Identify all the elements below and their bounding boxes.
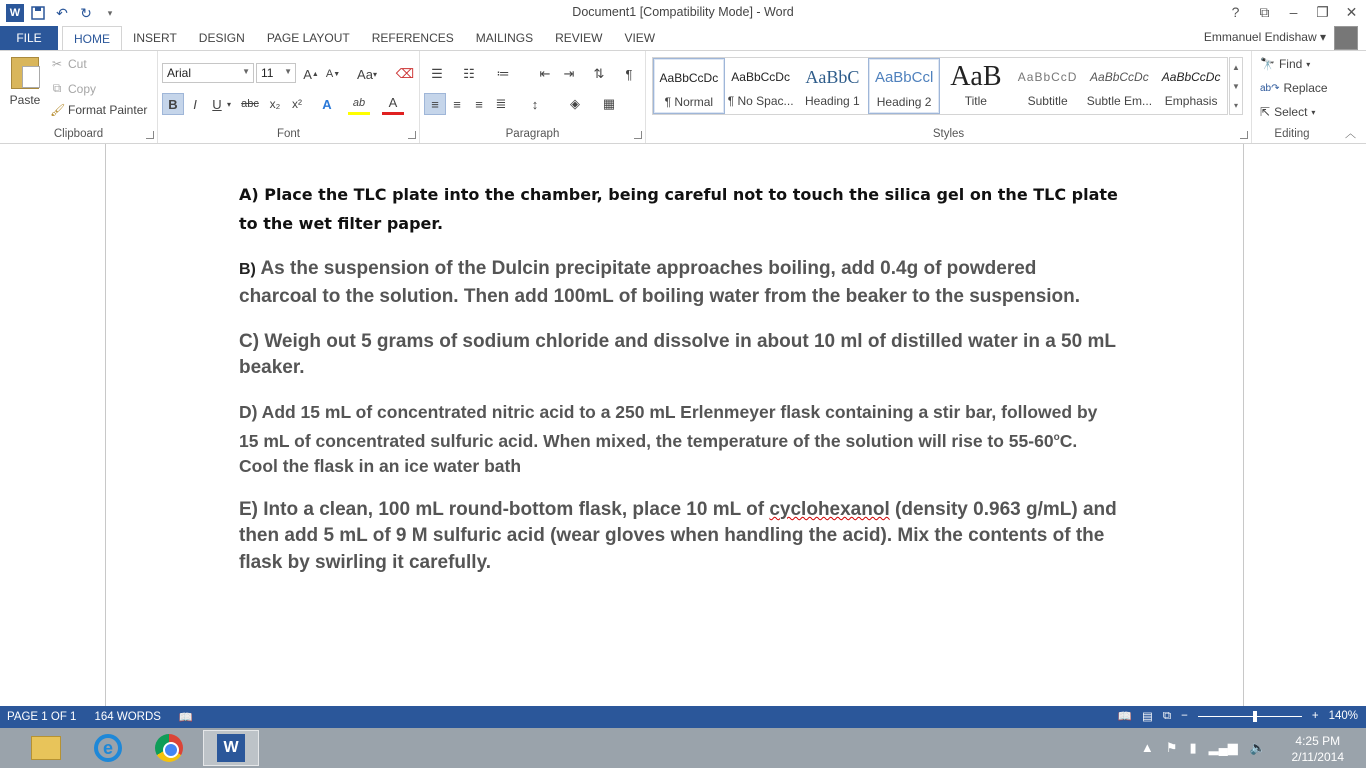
style-name: ¶ Normal — [664, 95, 714, 109]
close-icon[interactable]: ✕ — [1345, 3, 1358, 20]
style-sample: AaB — [950, 64, 1002, 90]
user-name[interactable]: Emmanuel Endishaw ▾ — [1203, 30, 1326, 44]
scissors-icon: ✂ — [51, 57, 63, 71]
style-emphasis[interactable] — [1155, 58, 1227, 114]
style-no-spacing[interactable] — [725, 58, 797, 114]
clear-formatting-icon[interactable]: ⌫ — [395, 66, 415, 81]
zoom-slider[interactable] — [1198, 716, 1302, 717]
style-normal[interactable] — [653, 58, 725, 114]
style-sample: AaBbCcDc — [1161, 70, 1221, 84]
paragraph-d[interactable] — [239, 400, 1119, 479]
style-name: Heading 1 — [805, 94, 860, 108]
style-sample: AaBbCcD — [1017, 70, 1078, 84]
paragraph-d-text: D) Add 15 mL of concentrated nitric acid to a 250 mL Erlenmeyer flask containing a stir bar, followed by 15 mL of concentrated sulfuric acid. When mixed, the temperature of the solution will rise to 55-60 — [239, 402, 1098, 451]
change-case-icon: Aa — [357, 66, 373, 82]
style-name: Subtle Em... — [1086, 94, 1153, 108]
paragraph-c[interactable]: C) Weigh out 5 grams of sodium chloride and dissolve in about 10 ml of distilled water in a 50 mL beaker. — [239, 331, 1116, 378]
clock[interactable] — [1292, 733, 1345, 765]
battery-icon[interactable]: ▮ — [1189, 740, 1197, 755]
font-color-button[interactable]: A — [382, 93, 404, 115]
page-left-edge — [105, 144, 106, 706]
find-button[interactable] — [1260, 57, 1310, 71]
align-left-icon[interactable]: ≡ — [424, 93, 446, 115]
user-name-label: Emmanuel Endishaw — [1203, 30, 1317, 44]
paste-button[interactable] — [6, 57, 44, 121]
web-layout-icon[interactable]: ⧉ — [1162, 709, 1172, 722]
tab-page-layout[interactable]: PAGE LAYOUT — [266, 31, 350, 45]
style-subtle-emphasis[interactable] — [1084, 58, 1156, 114]
style-heading-1[interactable] — [797, 58, 869, 114]
tab-review[interactable]: REVIEW — [555, 31, 603, 45]
bullets-icon[interactable]: ☰ — [431, 66, 443, 81]
cut-label: Cut — [68, 57, 87, 71]
decrease-indent-icon[interactable]: ⇤ — [539, 66, 551, 81]
network-icon[interactable]: ▂▄▆ — [1208, 740, 1238, 755]
proofing-icon[interactable]: 📖 — [178, 712, 194, 724]
replace-icon: ab↷ — [1260, 82, 1280, 94]
avatar[interactable] — [1334, 26, 1358, 50]
tab-home[interactable]: HOME — [62, 26, 122, 51]
numbering-icon[interactable]: ☷ — [463, 66, 475, 81]
font-size-select[interactable] — [256, 63, 296, 83]
internet-explorer-icon: e — [94, 734, 122, 762]
style-heading-2[interactable] — [868, 58, 940, 114]
paragraph-e-text-end: (density 0.963 g/mL) and then add 5 mL of 9 M sulfuric acid (wear gloves when handling the acid). Mix the contents of the flask by swirling it carefully. — [239, 498, 1117, 573]
justify-icon[interactable]: ≣ — [495, 96, 507, 111]
format-painter-button[interactable] — [50, 103, 147, 117]
tab-file[interactable]: FILE — [0, 26, 58, 50]
underline-dropdown-icon[interactable]: ▾ — [226, 99, 231, 109]
taskbar-chrome[interactable] — [141, 730, 197, 766]
taskbar — [0, 728, 1366, 768]
style-name: ¶ No Spac... — [727, 94, 794, 108]
style-sample: AaBbCcl — [874, 69, 934, 86]
align-right-icon[interactable]: ≡ — [475, 96, 483, 112]
paragraph-e-text: E) Into a clean, 100 mL round-bottom flask, place 10 mL of — [239, 498, 770, 520]
align-center-icon[interactable]: ≡ — [453, 96, 461, 112]
subscript-button[interactable]: x₂ — [269, 97, 281, 111]
show-formatting-icon[interactable]: ¶ — [625, 66, 633, 82]
copy-icon: ⧉ — [52, 81, 62, 95]
styles-scroll — [1229, 57, 1243, 115]
status-bar — [0, 706, 1366, 728]
collapse-ribbon-icon[interactable]: ︿ — [1345, 128, 1356, 140]
print-layout-icon[interactable]: ▤ — [1142, 711, 1153, 723]
styles-launcher-icon[interactable] — [1240, 131, 1248, 139]
binoculars-icon: 🔭 — [1260, 57, 1275, 71]
shading-icon[interactable]: ◈ — [570, 96, 580, 111]
restore-icon[interactable]: ❐ — [1316, 3, 1329, 20]
taskbar-word[interactable] — [203, 730, 259, 766]
editing-label: Editing — [1274, 128, 1310, 140]
paragraph-e[interactable] — [239, 497, 1119, 577]
replace-button[interactable] — [1260, 81, 1328, 95]
underline-button[interactable]: U — [212, 96, 222, 112]
read-mode-icon[interactable]: 📖 — [1117, 711, 1133, 723]
help-icon[interactable]: ? — [1231, 4, 1240, 20]
tab-design[interactable]: DESIGN — [198, 31, 245, 45]
paragraph-a[interactable]: A) Place the TLC plate into the chamber, being careful not to touch the silica gel on the TLC plate to the wet filter paper. — [239, 185, 1118, 233]
tab-insert[interactable]: INSERT — [133, 31, 177, 45]
shrink-font-icon: A — [325, 68, 334, 80]
style-sample: AaBbCcDc — [1090, 70, 1149, 84]
chevron-down-icon: ▾ — [1311, 107, 1316, 117]
style-sample: AaBbCcDc — [659, 71, 719, 85]
word-icon: W — [217, 734, 245, 762]
borders-icon[interactable]: ▦ — [602, 96, 616, 111]
action-center-flag-icon[interactable]: ⚑ — [1165, 740, 1178, 755]
format-painter-label: Format Painter — [68, 103, 148, 117]
paste-icon — [11, 57, 39, 89]
taskbar-file-explorer[interactable] — [18, 730, 74, 766]
paragraph-b-lead: B) — [239, 261, 256, 278]
chevron-up-icon[interactable]: ▲ — [1232, 63, 1240, 72]
styles-gallery — [652, 57, 1228, 115]
style-sample: AaBbCcDc — [731, 70, 790, 84]
show-hidden-icons-icon[interactable]: ▲ — [1140, 740, 1154, 755]
window-title: Document1 [Compatibility Mode] - Word — [572, 5, 794, 19]
style-subtitle[interactable] — [1012, 58, 1084, 114]
shrink-font-button[interactable]: A ▼ — [325, 68, 341, 80]
font-family-select[interactable] — [162, 63, 254, 83]
font-group — [158, 51, 420, 143]
system-tray — [1141, 740, 1266, 756]
paragraph-d-degree: o — [1053, 432, 1060, 443]
customize-qat-icon[interactable]: ▾ — [107, 7, 113, 18]
word-app-icon[interactable]: W — [6, 4, 24, 22]
title-bar — [0, 0, 1366, 26]
ribbon-display-options-icon[interactable]: ⧉ — [1259, 3, 1270, 20]
find-label: Find — [1278, 57, 1303, 71]
paste-label: Paste — [9, 93, 41, 107]
text-effects-button[interactable]: A — [322, 96, 332, 112]
zoom-slider-thumb[interactable] — [1253, 711, 1257, 722]
strikethrough-button[interactable]: abc — [241, 98, 259, 110]
select-label: Select — [1274, 105, 1308, 119]
ribbon-tab-row — [0, 26, 1366, 50]
replace-label: Replace — [1283, 81, 1328, 95]
style-sample: AaBbC — [805, 67, 860, 87]
copy-label: Copy — [68, 81, 97, 96]
zoom-in-icon[interactable]: + — [1311, 710, 1319, 722]
font-label: Font — [276, 128, 300, 140]
increase-indent-icon[interactable]: ⇥ — [563, 66, 575, 81]
font-family-value: Arial — [167, 66, 192, 80]
more-styles-icon[interactable]: ▾ — [1233, 101, 1238, 110]
select-button[interactable] — [1260, 105, 1315, 119]
style-name: Heading 2 — [876, 95, 932, 109]
cursor-icon: ⇱ — [1260, 105, 1271, 119]
paintbrush-icon: 🖌 — [50, 103, 66, 117]
highlight-button[interactable]: ab — [348, 93, 370, 115]
paragraph-group — [420, 51, 646, 143]
superscript-button[interactable]: x² — [292, 97, 302, 111]
styles-label: Styles — [932, 128, 965, 140]
change-case-button[interactable]: Aa ▾ — [357, 66, 377, 82]
tab-view[interactable]: VIEW — [624, 31, 656, 45]
chevron-down-icon[interactable]: ▼ — [1232, 82, 1240, 91]
page-right-edge — [1243, 144, 1244, 706]
minimize-icon[interactable]: – — [1289, 4, 1298, 20]
multilevel-list-icon[interactable]: ≔ — [496, 66, 510, 81]
document-area — [0, 144, 1366, 706]
tab-mailings[interactable]: MAILINGS — [475, 31, 534, 45]
copy-button[interactable] — [50, 81, 96, 96]
paragraph-launcher-icon[interactable] — [634, 131, 642, 139]
document-body[interactable] — [239, 180, 1119, 576]
clock-time: 4:25 PM — [1295, 734, 1341, 748]
paragraph-label: Paragraph — [505, 128, 560, 140]
style-title[interactable] — [940, 58, 1012, 114]
font-size-value: 11 — [261, 66, 274, 80]
volume-icon[interactable]: 🔈 — [1249, 740, 1266, 755]
style-name: Title — [964, 94, 987, 108]
clipboard-launcher-icon[interactable] — [146, 131, 154, 139]
page-count[interactable]: PAGE 1 OF 1 — [7, 711, 77, 723]
zoom-out-icon[interactable]: − — [1181, 710, 1188, 722]
grow-font-button[interactable]: A ▲ — [303, 66, 319, 82]
chevron-down-icon: ▼ — [242, 67, 250, 76]
word-count[interactable]: 164 WORDS — [94, 711, 161, 723]
window-controls — [1221, 0, 1366, 24]
clipboard-label: Clipboard — [53, 128, 104, 140]
paragraph-b-text: As the suspension of the Dulcin precipitate approaches boiling, add 0.4g of powdered charcoal to the solution. Then add 100mL of boiling water from the beaker to the suspension. — [239, 258, 1081, 307]
taskbar-internet-explorer[interactable] — [80, 730, 136, 766]
paragraph-d-text-end: C. Cool the flask in an ice water bath — [239, 430, 1078, 476]
italic-button[interactable]: I — [193, 96, 197, 112]
undo-icon[interactable]: ↶ — [56, 4, 68, 21]
cut-button[interactable] — [50, 57, 87, 71]
bold-button[interactable]: B — [162, 93, 184, 115]
redo-icon[interactable]: ↻ — [80, 4, 92, 21]
style-name: Emphasis — [1164, 94, 1218, 108]
chevron-down-icon: ▾ — [1306, 59, 1311, 69]
spelling-error-word[interactable]: cyclohexanol — [769, 498, 890, 520]
paragraph-b[interactable] — [239, 255, 1119, 310]
tab-references[interactable]: REFERENCES — [371, 31, 454, 45]
grow-font-icon: A — [303, 66, 312, 82]
line-spacing-icon[interactable]: ↕ — [531, 96, 539, 112]
zoom-level[interactable]: 140% — [1328, 710, 1358, 722]
chevron-down-icon: ▼ — [284, 67, 292, 76]
folder-icon — [31, 736, 61, 760]
chrome-icon — [155, 734, 183, 762]
font-launcher-icon[interactable] — [408, 131, 416, 139]
clipboard-group — [0, 51, 158, 143]
sort-icon[interactable]: ⇅ — [593, 66, 605, 81]
ribbon — [0, 50, 1366, 144]
clock-date: 2/11/2014 — [1291, 750, 1344, 764]
style-name: Subtitle — [1027, 94, 1068, 108]
